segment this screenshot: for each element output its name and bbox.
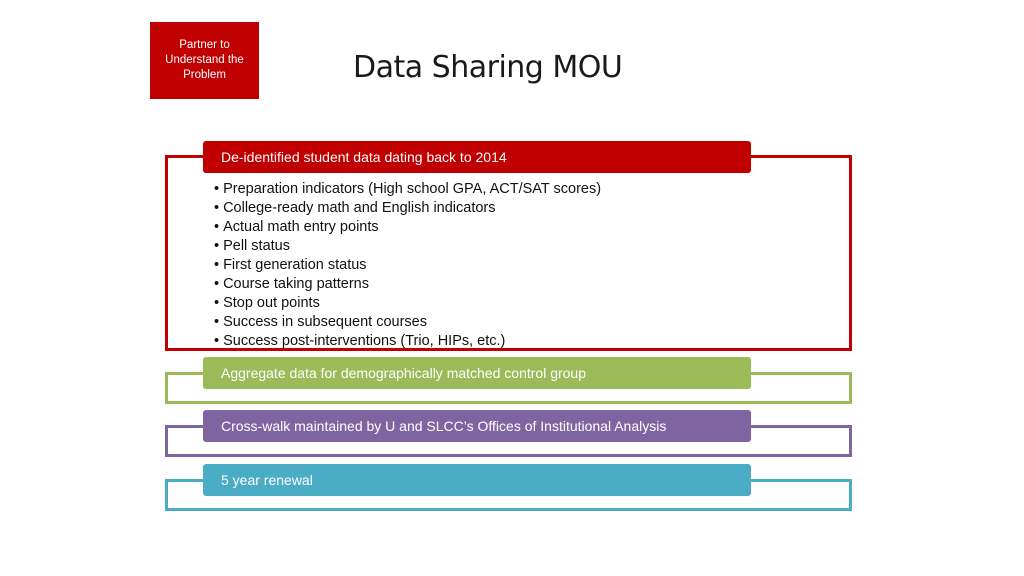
section-4-header: 5 year renewal [203,464,751,496]
section-1-list [214,180,601,351]
section-3-header: Cross-walk maintained by U and SLCC’s Offices of Institutional Analysis [203,410,751,442]
list-item: • Actual math entry points [214,218,601,237]
list-item: • Preparation indicators (High school GPA, ACT/SAT scores) [214,180,601,199]
list-item: • First generation status [214,256,601,275]
section-1-header: De-identified student data dating back to 2014 [203,141,751,173]
partner-badge [150,22,259,99]
list-item: • Pell status [214,237,601,256]
list-item: • Success in subsequent courses [214,313,601,332]
partner-badge-label: Partner to Understand the Problem [165,39,244,81]
section-2-header: Aggregate data for demographically matched control group [203,357,751,389]
list-item: • College-ready math and English indicators [214,199,601,218]
list-item: • Success post-interventions (Trio, HIPs, etc.) [214,332,601,351]
list-item: • Course taking patterns [214,275,601,294]
page-title: Data Sharing MOU [353,50,623,85]
list-item: • Stop out points [214,294,601,313]
